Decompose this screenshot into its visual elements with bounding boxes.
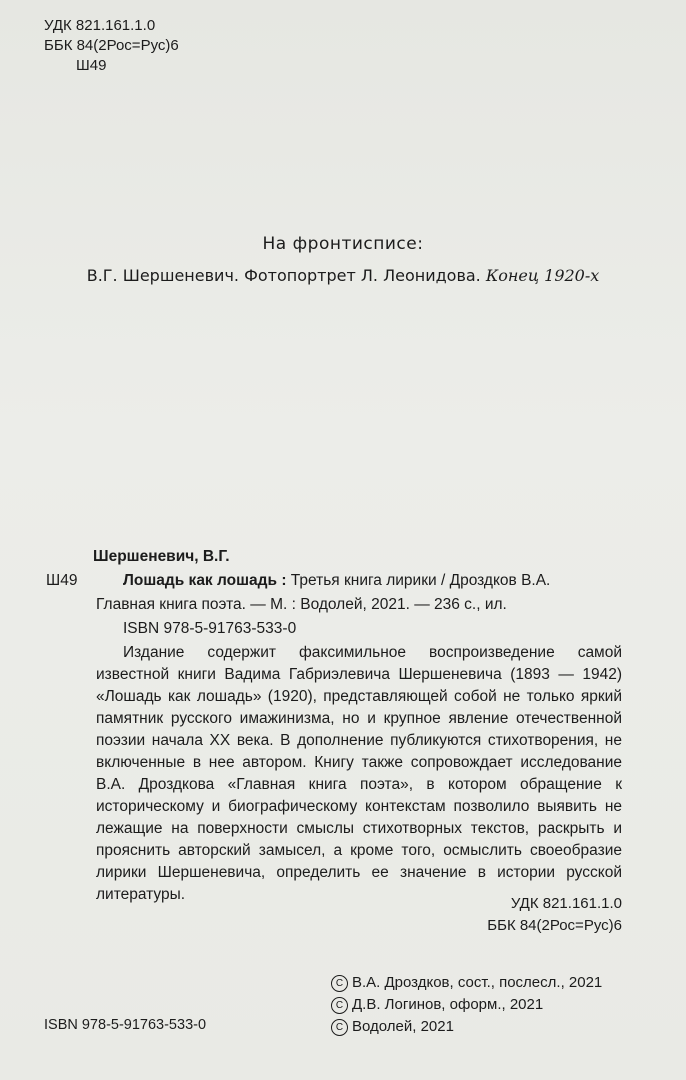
copyright-text: В.А. Дроздков, сост., послесл., 2021 xyxy=(352,974,603,991)
copyright-block xyxy=(331,972,602,1038)
record-title-main: Лошадь как лошадь : xyxy=(123,572,287,589)
record-author: Шершеневич, В.Г. xyxy=(93,548,230,565)
copyright-text: Д.В. Логинов, оформ., 2021 xyxy=(352,996,544,1013)
frontispiece-caption: На фронтисписе: xyxy=(262,234,424,254)
frontispiece-credit: В.Г. Шершеневич. Фотопортрет Л. Леонидова. xyxy=(86,266,481,285)
record-imprint: Главная книга поэта. — М. : Водолей, 2021. — 236 с., ил. xyxy=(96,596,507,613)
record-title xyxy=(123,570,643,592)
record-author-mark: Ш49 xyxy=(46,572,78,589)
record-isbn: ISBN 978-5-91763-533-0 xyxy=(123,620,297,637)
frontispiece-line xyxy=(0,260,686,292)
copyright-line xyxy=(331,994,602,1016)
frontispiece-date: Конец 1920-х xyxy=(485,266,600,285)
frontispiece-note xyxy=(0,228,686,292)
copyright-line xyxy=(331,1016,602,1038)
copyright-icon: C xyxy=(331,997,348,1014)
isbn-bottom: ISBN 978-5-91763-533-0 xyxy=(44,1017,207,1033)
bbk-code: ББК 84(2Рос=Рус)6 xyxy=(44,37,179,54)
udk-code-bottom: УДК 821.161.1.0 xyxy=(510,895,622,912)
copyright-line xyxy=(331,972,602,994)
copyright-text: Водолей, 2021 xyxy=(352,1018,454,1035)
bbk-code-bottom: ББК 84(2Рос=Рус)6 xyxy=(487,917,622,934)
author-mark: Ш49 xyxy=(76,57,107,74)
classification-codes-top xyxy=(44,16,179,76)
udk-code: УДК 821.161.1.0 xyxy=(44,17,156,34)
copyright-icon: C xyxy=(331,975,348,992)
classification-codes-bottom xyxy=(487,893,622,937)
record-annotation: Издание содержит факсимильное воспроизведение самой известной книги Вадима Габриэлевича Шершеневича (1893 — 1942) «Лошадь как лошадь» (1920), представляющей собой не только яркий памятник русского имажинизма, но и крупное явление отечественной поэзии начала XX века. В дополнение публикуются стихотворения, не включенные в нее автором. Книгу также сопровождает исследование В.А. Дроздкова «Главная книга поэта», в котором обращение к историческому и биографическому контекстам позволило выявить не лежащие на поверхности смыслы стихотворных текстов, раскрыть и прояснить авторский замысел, а кроме того, осмыслить своеобразие лирики Шершеневича, определить ее значение в истории русской литературы. xyxy=(96,644,622,903)
record-title-rest: Третья книга лирики / Дроздков В.А. xyxy=(290,572,551,589)
copyright-icon: C xyxy=(331,1019,348,1036)
